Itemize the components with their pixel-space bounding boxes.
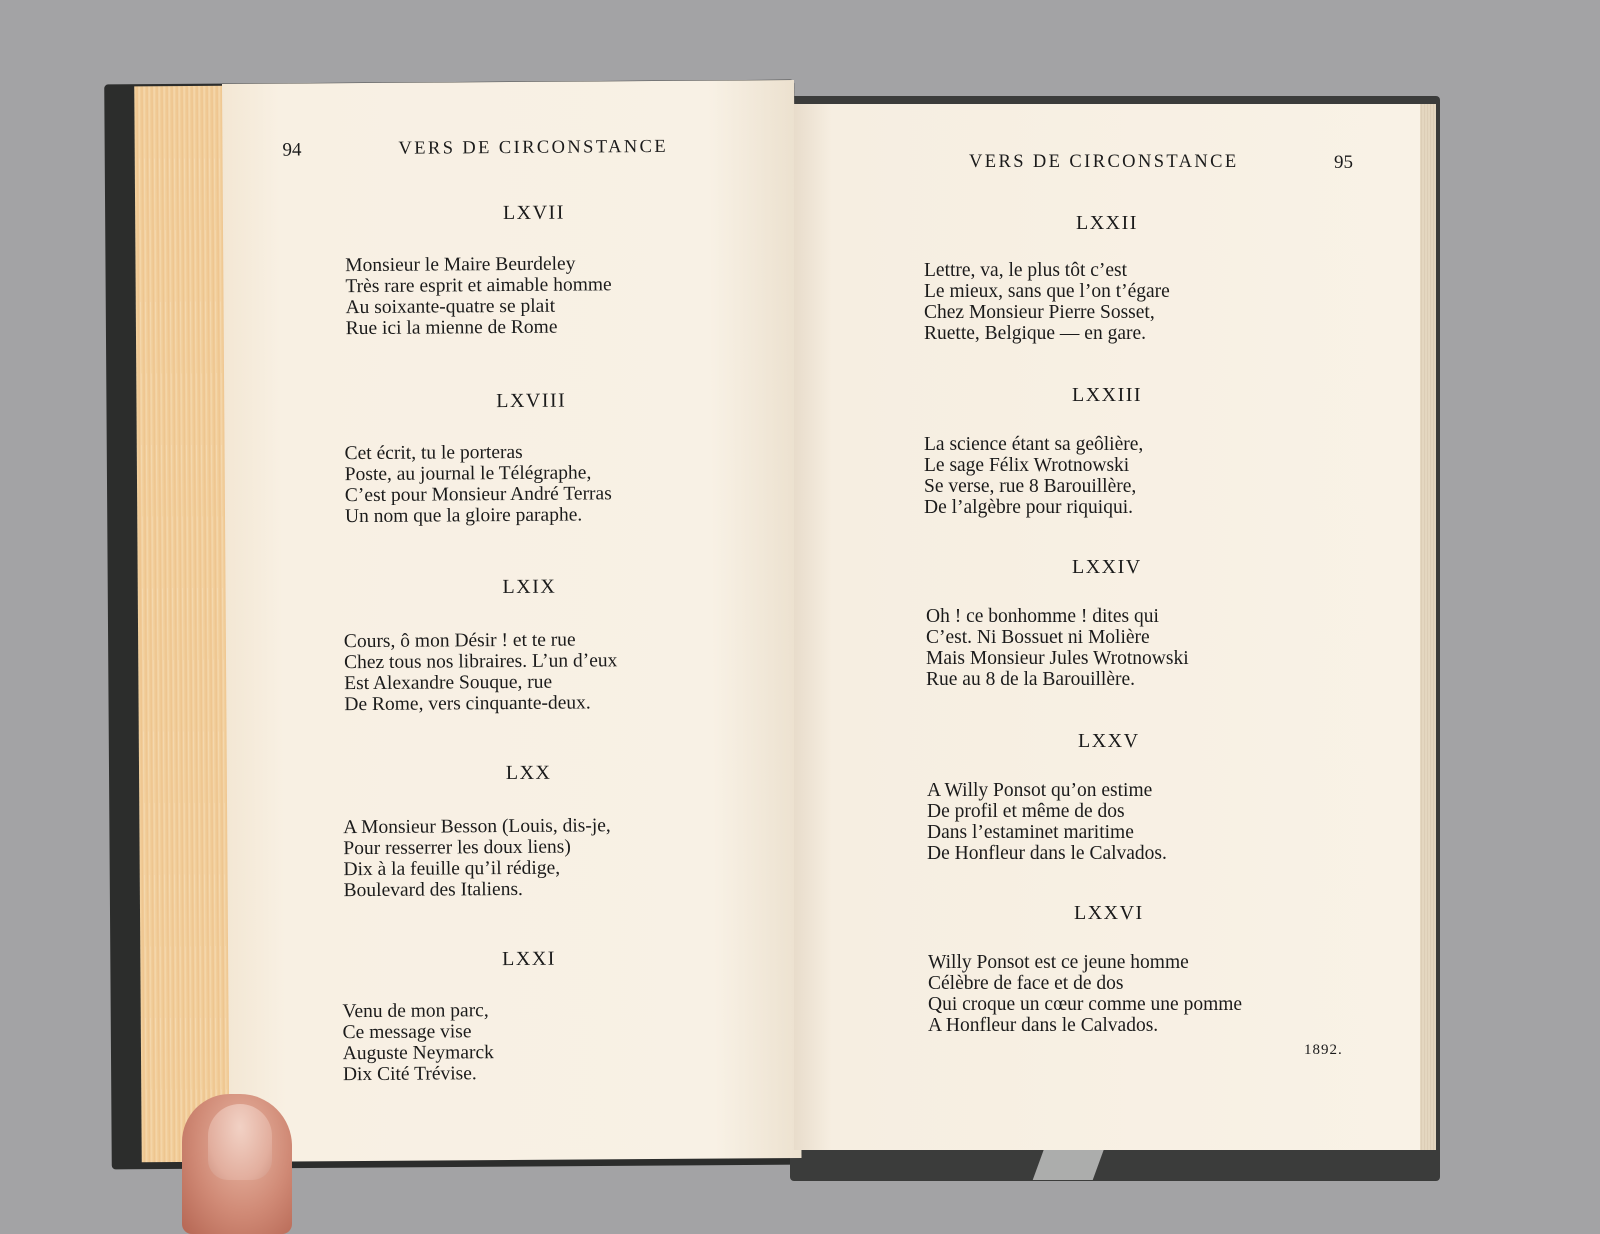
section-title: LXXVI — [1074, 902, 1144, 924]
poem-line: Pour resserrer les doux liens) — [343, 836, 571, 860]
section-title: LXXIII — [1072, 384, 1143, 406]
page-number: 94 — [282, 139, 302, 161]
poem-line: Venu de mon parc, — [342, 1000, 489, 1023]
poem-line: Mais Monsieur Jules Wrotnowski — [926, 648, 1189, 669]
thumbnail-nail — [208, 1104, 272, 1180]
poem-line: La science étant sa geôlière, — [924, 434, 1144, 455]
section-title: LXVII — [502, 201, 565, 225]
poem-line: Ruette, Belgique — en gare. — [924, 323, 1147, 344]
poem-line: De Rome, vers cinquante-deux. — [344, 692, 591, 716]
poem-line: Le sage Félix Wrotnowski — [924, 455, 1130, 476]
poem-line: Monsieur le Maire Beurdeley — [345, 253, 576, 277]
poem-line: Willy Ponsot est ce jeune homme — [928, 952, 1189, 973]
page-edges-right — [1420, 104, 1436, 1150]
poem-line: Très rare esprit et aimable homme — [345, 274, 612, 298]
poem-line: A Willy Ponsot qu’on estime — [927, 780, 1153, 801]
poem-line: Ce message vise — [342, 1021, 472, 1044]
section-title: LXIX — [502, 575, 557, 599]
poem-line: De Honfleur dans le Calvados. — [927, 843, 1167, 864]
right-page — [794, 104, 1420, 1150]
poem-line: Dix à la feuille qu’il rédige, — [343, 857, 561, 881]
poem-date: 1892. — [1304, 1042, 1343, 1058]
poem-line: Un nom que la gloire paraphe. — [344, 504, 583, 528]
poem-line: Cours, ô mon Désir ! et te rue — [343, 629, 576, 653]
poem-line: Oh ! ce bonhomme ! dites qui — [926, 606, 1159, 627]
poem-line: De l’algèbre pour riquiqui. — [924, 497, 1134, 518]
poem-line: Le mieux, sans que l’on t’égare — [924, 281, 1170, 302]
section-title: LXXV — [1078, 730, 1140, 752]
poem-line: Lettre, va, le plus tôt c’est — [924, 260, 1128, 281]
poem-line: A Honfleur dans le Calvados. — [928, 1015, 1159, 1036]
poem-line: Dix Cité Trévise. — [342, 1063, 477, 1086]
section-title: LXXII — [1076, 212, 1138, 234]
section-title: LXXI — [502, 947, 556, 971]
section-title: LXVIII — [496, 389, 567, 413]
left-page — [222, 80, 802, 1162]
poem-line: Rue au 8 de la Barouillère. — [926, 669, 1136, 690]
poem-line: C’est. Ni Bossuet ni Molière — [926, 627, 1150, 648]
running-head: VERS DE CIRCONSTANCE — [969, 152, 1239, 172]
section-title: LXXIV — [1072, 556, 1142, 578]
poem-line: Cet écrit, tu le porteras — [344, 441, 523, 465]
section-title: LXX — [505, 761, 552, 785]
poem-line: Qui croque un cœur comme une pomme — [928, 994, 1243, 1015]
poem-line: Dans l’estaminet maritime — [927, 822, 1134, 843]
poem-line: Auguste Neymarck — [342, 1042, 494, 1065]
poem-line: Au soixante-quatre se plait — [345, 295, 556, 319]
poem-line: A Monsieur Besson (Louis, dis-je, — [343, 815, 611, 839]
poem-line: Célèbre de face et de dos — [928, 973, 1124, 994]
running-head: VERS DE CIRCONSTANCE — [398, 136, 669, 159]
poem-line: Chez tous nos libraires. L’un d’eux — [343, 650, 618, 674]
poem-line: De profil et même de dos — [927, 801, 1125, 822]
page-number: 95 — [1334, 152, 1353, 173]
poem-line: Poste, au journal le Télégraphe, — [344, 462, 592, 486]
poem-line: Chez Monsieur Pierre Sosset, — [924, 302, 1155, 323]
poem-line: Rue ici la mienne de Rome — [345, 316, 558, 340]
poem-line: Est Alexandre Souque, rue — [344, 671, 553, 695]
poem-line: Boulevard des Italiens. — [343, 878, 523, 902]
page-edges-left — [134, 86, 234, 1163]
poem-line: C’est pour Monsieur André Terras — [344, 483, 612, 507]
poem-line: Se verse, rue 8 Barouillère, — [924, 476, 1137, 497]
